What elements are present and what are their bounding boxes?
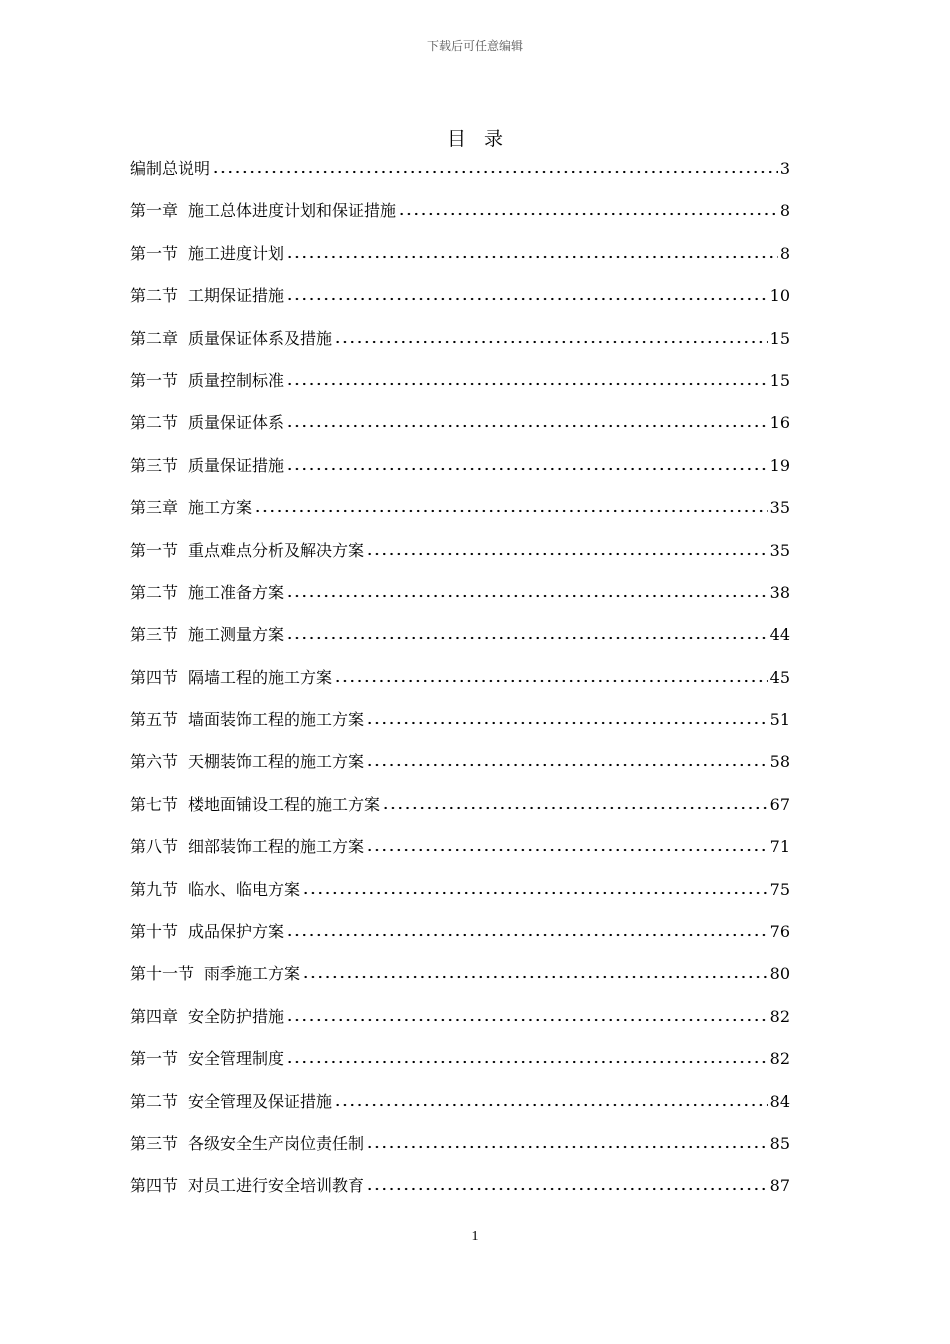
toc-entry-page: 82 [769,1006,790,1026]
toc-entry-label [130,409,284,437]
toc-entry-title: 施工总体进度计划和保证措施 [188,201,397,221]
dot-leader [286,455,768,471]
toc-entry[interactable] [130,1172,790,1214]
dot-leader [286,285,768,301]
dot-leader [366,751,768,767]
dot-leader [286,370,768,386]
toc-entry-title: 对员工进行安全培训教育 [188,1176,365,1196]
toc-entry-page: 82 [769,1049,790,1069]
dot-leader [382,794,768,810]
toc-entry-page: 8 [779,201,790,221]
toc-entry[interactable] [130,748,790,790]
toc-entry-number: 第三节 [130,455,179,475]
toc-entry-label [130,1088,332,1116]
toc-entry[interactable] [130,282,790,324]
toc-entry-number: 第一节 [130,540,179,560]
header-note: 下载后可任意编辑 [426,39,523,53]
toc-entry-page: 67 [769,794,790,814]
toc-entry-number: 第二节 [130,582,179,602]
toc-entry-title: 施工进度计划 [188,243,285,263]
toc-entry-label [130,833,364,861]
toc-entry[interactable] [130,155,790,197]
toc-entry-title: 隔墙工程的施工方案 [188,667,333,687]
toc-entry[interactable] [130,452,790,494]
toc-entry-title: 工期保证措施 [188,286,285,306]
dot-leader [334,667,768,683]
toc-entry-number: 第二节 [130,1091,179,1111]
toc-entry-label [130,367,284,395]
dot-leader [212,158,778,174]
toc-entry[interactable] [130,1088,790,1130]
toc-entry-page: 87 [769,1176,790,1196]
dot-leader [366,1175,768,1191]
toc-entry-label [130,918,284,946]
toc-entry-page: 45 [769,667,790,687]
toc-entry[interactable] [130,537,790,579]
toc-entry-title: 楼地面铺设工程的施工方案 [188,794,381,814]
toc-entry-label [130,621,284,649]
toc-entry-page: 16 [769,413,790,433]
toc-entry[interactable] [130,240,790,282]
toc-entry-label [130,494,252,522]
toc-entry-page: 3 [779,159,790,178]
toc-entry-number: 第七节 [130,794,179,814]
toc-entry-label [130,579,284,607]
toc-entry-page: 35 [769,498,790,518]
toc-entry-number: 第三节 [130,1133,179,1153]
toc-entry[interactable] [130,197,790,239]
toc-entry-title: 墙面装饰工程的施工方案 [188,710,365,730]
toc-entry-number: 第一章 [130,201,179,221]
toc-entry-label [130,155,210,183]
toc-entry-page: 76 [769,922,790,942]
toc-entry-page: 44 [769,625,790,645]
toc-entry[interactable] [130,325,790,367]
dot-leader [254,497,768,513]
toc-entry-number: 第三章 [130,498,179,518]
toc-entry-number: 第九节 [130,879,179,899]
toc-entry-title: 临水、临电方案 [188,879,301,899]
toc-entry-label [130,240,284,268]
dot-leader [334,328,768,344]
dot-leader [286,921,768,937]
page-number: 1 [471,1229,479,1244]
toc-entry-number: 第四节 [130,667,179,687]
toc-entry-label [130,876,300,904]
toc-entry[interactable] [130,706,790,748]
toc-entry-page: 85 [769,1133,790,1153]
toc-entry[interactable] [130,621,790,663]
toc-entry[interactable] [130,494,790,536]
toc-entry-number: 第四章 [130,1006,179,1026]
toc-entry[interactable] [130,1130,790,1172]
toc-list [130,155,790,1215]
toc-entry-label [130,452,284,480]
toc-entry-number: 第三节 [130,625,179,645]
toc-entry[interactable] [130,579,790,621]
toc-entry-title: 安全管理及保证措施 [188,1091,333,1111]
dot-leader [286,1006,768,1022]
dot-leader [302,963,768,979]
toc-entry[interactable] [130,367,790,409]
toc-entry-page: 58 [769,752,790,772]
dot-leader [366,836,768,852]
toc-entry-page: 15 [769,328,790,348]
toc-entry[interactable] [130,664,790,706]
toc-entry[interactable] [130,409,790,451]
toc-entry-title: 天棚装饰工程的施工方案 [188,752,365,772]
toc-entry-title: 安全防护措施 [188,1006,285,1026]
toc-entry[interactable] [130,833,790,875]
toc-entry-title: 重点难点分析及解决方案 [188,540,365,560]
toc-entry[interactable] [130,876,790,918]
toc-entry-label [130,537,364,565]
toc-entry-label [130,282,284,310]
toc-title: 目录 [446,128,521,150]
dot-leader [398,200,778,216]
toc-entry-page: 38 [769,582,790,602]
toc-entry-title: 质量保证措施 [188,455,285,475]
toc-entry-label [130,791,380,819]
toc-entry-label [130,706,364,734]
toc-entry-title: 成品保护方案 [188,922,285,942]
toc-entry-number: 第六节 [130,752,179,772]
toc-entry-page: 15 [769,370,790,390]
dot-leader [286,412,768,428]
toc-entry-number: 第八节 [130,837,179,857]
dot-leader [286,582,768,598]
toc-entry-label [130,1045,284,1073]
dot-leader [366,1133,768,1149]
toc-entry-number: 第二章 [130,328,179,348]
toc-entry-number: 第二节 [130,413,179,433]
toc-entry-title: 施工方案 [188,498,253,518]
toc-entry[interactable] [130,791,790,833]
dot-leader [366,540,768,556]
toc-entry-label [130,664,332,692]
toc-entry-title: 细部装饰工程的施工方案 [188,837,365,857]
toc-entry-label [130,748,364,776]
toc-entry[interactable] [130,918,790,960]
toc-entry-title: 各级安全生产岗位责任制 [188,1133,365,1153]
toc-entry-title: 质量保证体系 [188,413,285,433]
toc-entry-page: 8 [779,243,790,263]
toc-entry-title: 施工测量方案 [188,625,285,645]
toc-entry-number: 第五节 [130,710,179,730]
dot-leader [286,624,768,640]
toc-entry-label [130,1172,364,1200]
dot-leader [286,1048,768,1064]
toc-entry[interactable] [130,1003,790,1045]
toc-entry-number: 第一节 [130,243,179,263]
dot-leader [302,879,768,895]
toc-entry-page: 35 [769,540,790,560]
toc-entry-page: 19 [769,455,790,475]
toc-entry-title: 雨季施工方案 [204,964,301,984]
dot-leader [334,1091,768,1107]
toc-entry-number: 第一节 [130,370,179,390]
toc-entry-title: 编制总说明 [130,159,211,178]
toc-entry-title: 质量保证体系及措施 [188,328,333,348]
toc-entry-title: 安全管理制度 [188,1049,285,1069]
toc-entry-page: 84 [769,1091,790,1111]
toc-entry-label [130,960,300,988]
toc-entry-title: 质量控制标准 [188,370,285,390]
toc-entry-number: 第四节 [130,1176,179,1196]
dot-leader [366,709,768,725]
toc-entry[interactable] [130,960,790,1002]
toc-entry-page: 10 [769,286,790,306]
toc-entry-title: 施工准备方案 [188,582,285,602]
toc-entry-number: 第十节 [130,922,179,942]
toc-entry-page: 71 [769,837,790,857]
toc-entry-label [130,1130,364,1158]
toc-entry-number: 第一节 [130,1049,179,1069]
toc-entry-label [130,325,332,353]
toc-entry-number: 第二节 [130,286,179,306]
toc-entry-page: 51 [769,710,790,730]
toc-entry-label [130,197,396,225]
toc-entry-label [130,1003,284,1031]
toc-entry[interactable] [130,1045,790,1087]
toc-entry-number: 第十一节 [130,964,195,984]
toc-entry-page: 80 [769,964,790,984]
toc-entry-page: 75 [769,879,790,899]
dot-leader [286,243,778,259]
